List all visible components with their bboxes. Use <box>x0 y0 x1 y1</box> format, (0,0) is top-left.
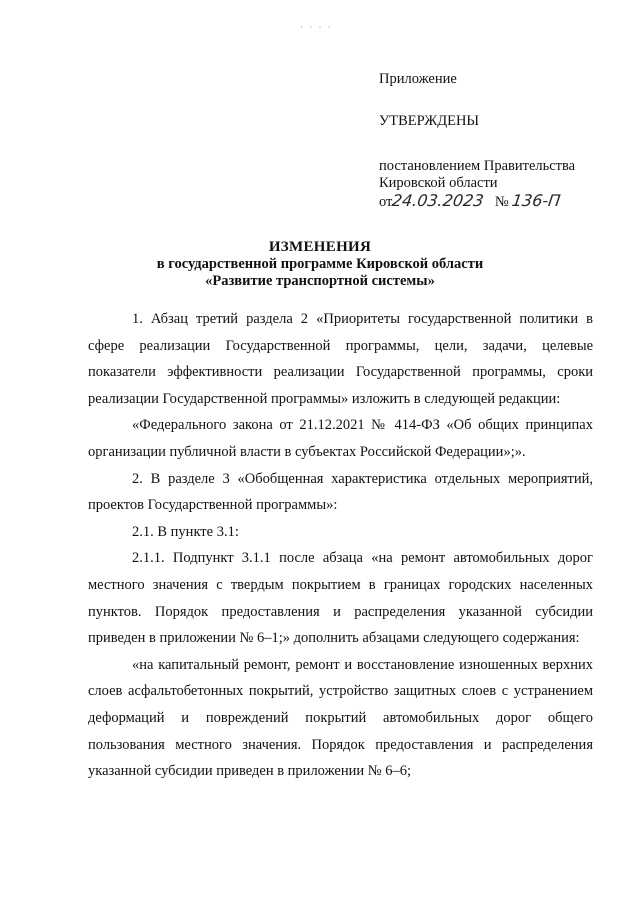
approved-label: УТВЕРЖДЕНЫ <box>379 113 480 129</box>
scan-artifact-mark: · · · · <box>300 22 333 32</box>
handwritten-number: 136-П <box>511 191 563 210</box>
paragraph-3: 2. В разделе 3 «Обобщенная характеристика отдельных мероприятий, проектов Государственной программы»: <box>88 470 593 514</box>
decree-line-2: Кировской области <box>379 175 498 191</box>
approval-block <box>379 71 619 216</box>
appendix-label: Приложение <box>379 71 457 87</box>
decree-line-1: постановлением Правительства <box>379 158 576 174</box>
document-title <box>0 239 640 290</box>
paragraph-5: 2.1.1. Подпункт 3.1.1 после абзаца «на ремонт автомобильных дорог местного значения с твердым покрытием в границах городских населенных пунктов. Порядок предоставления и распределения указанной субсидии приведен в приложении № 6–1;» дополнить абзацами следующего содержания: <box>88 550 593 647</box>
date-prefix: от <box>379 194 393 210</box>
handwritten-date: 24.03.2023 <box>391 191 486 210</box>
document-body <box>88 306 593 785</box>
title-line-1: ИЗМЕНЕНИЯ <box>268 239 372 255</box>
paragraph-1: 1. Абзац третий раздела 2 «Приоритеты государственной политики в сфере реализации Государственной программы, цели, задачи, целевые показатели эффективности реализации Государственной программы, сроки реализации Государственной программы» изложить в следующей редакции: <box>88 311 593 407</box>
title-line-3: «Развитие транспортной системы» <box>205 273 435 289</box>
decree-date-number-row <box>379 192 619 216</box>
number-prefix: № <box>494 194 509 210</box>
title-line-2: в государственной программе Кировской области <box>156 256 484 272</box>
paragraph-4: 2.1. В пункте 3.1: <box>132 523 239 540</box>
paragraph-6: «на капитальный ремонт, ремонт и восстановление изношенных верхних слоев асфальтобетонных покрытий, устройство защитных слоев с устранением деформаций и повреждений покрытий автомобильных дорог общего пользования местного значения. Порядок предоставления и распределения указанной субсидии приведен в приложении № 6–6; <box>88 656 593 780</box>
paragraph-2: «Федерального закона от 21.12.2021 № 414-ФЗ «Об общих принципах организации публичной власти в субъектах Российской Федерации»;». <box>88 417 593 460</box>
